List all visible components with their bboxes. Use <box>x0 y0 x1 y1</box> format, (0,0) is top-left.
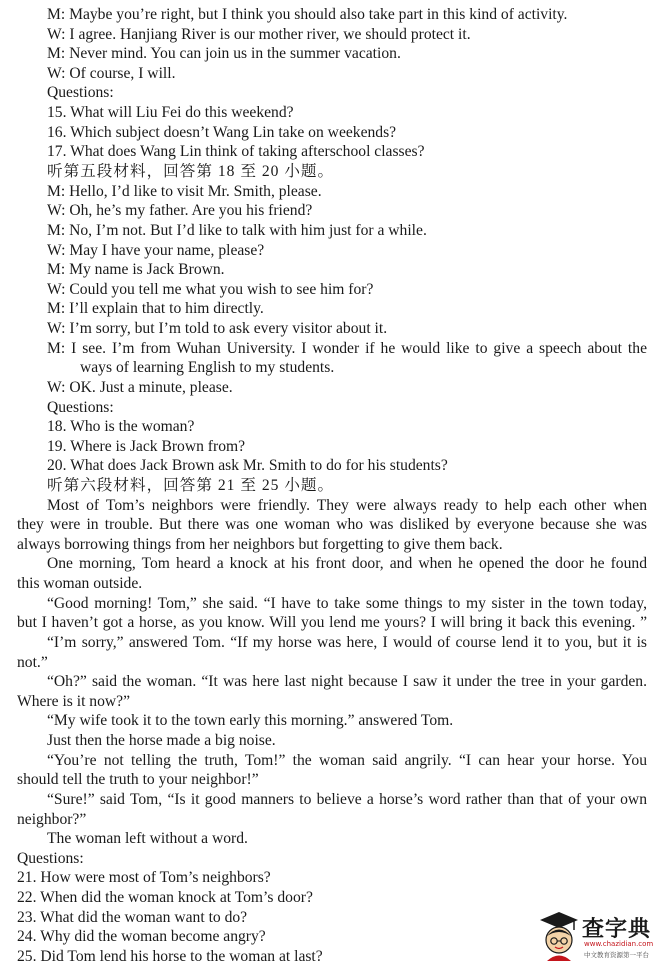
dialogue-line: W: Of course, I will. <box>47 65 176 82</box>
passage-line: “Good morning! Tom,” she said. “I have to take some things to my sister in the town today, <box>47 595 647 612</box>
logo-tagline: 中文教育资源第一平台 <box>584 951 649 959</box>
dialogue-line: M: No, I’m not. But I’d like to talk with him just for a while. <box>47 222 427 239</box>
dialogue-line: M: I see. I’m from Wuhan University. I wonder if he would like to give a speech about the <box>47 340 647 357</box>
dialogue-line: W: Oh, he’s my father. Are you his friend? <box>47 202 313 219</box>
section-instruction: 听第六段材料，回答第 21 至 25 小题。 <box>47 477 335 494</box>
dialogue-line: M: Hello, I’d like to visit Mr. Smith, please. <box>47 183 322 200</box>
passage-line: “I’m sorry,” answered Tom. “If my horse was here, I would of course lend it to you, but it is <box>47 634 647 651</box>
section-instruction: 听第五段材料，回答第 18 至 20 小题。 <box>47 163 335 180</box>
question-item: 22. When did the woman knock at Tom’s door? <box>17 889 313 906</box>
passage-line: “My wife took it to the town early this morning.” answered Tom. <box>47 712 454 729</box>
passage-line: this woman outside. <box>17 575 143 592</box>
dialogue-line: ways of learning English to my students. <box>80 359 335 376</box>
passage-line: not.” <box>17 654 48 671</box>
passage-line: they were in trouble. But there was one woman who was disliked by everyone because she was <box>17 516 647 533</box>
dialogue-line: M: My name is Jack Brown. <box>47 261 225 278</box>
passage-line: “You’re not telling the truth, Tom!” the woman said angrily. “I can hear your horse. You <box>47 752 647 769</box>
passage-line: always borrowing things from her neighbors but forgetting to give them back. <box>17 536 503 553</box>
site-logo <box>538 910 658 964</box>
question-item: 24. Why did the woman become angry? <box>17 928 266 945</box>
question-item: 23. What did the woman want to do? <box>17 909 248 926</box>
dialogue-line: W: Could you tell me what you wish to see him for? <box>47 281 374 298</box>
questions-heading: Questions: <box>47 84 114 101</box>
question-item: 18. Who is the woman? <box>47 418 195 435</box>
dialogue-line: W: I agree. Hanjiang River is our mother river, we should protect it. <box>47 26 471 43</box>
passage-line: “Sure!” said Tom, “Is it good manners to believe a horse’s word rather than that of your own <box>47 791 647 808</box>
questions-heading: Questions: <box>47 399 114 416</box>
dialogue-line: M: I’ll explain that to him directly. <box>47 300 264 317</box>
dialogue-line: W: May I have your name, please? <box>47 242 265 259</box>
passage-line: Most of Tom’s neighbors were friendly. They were always ready to help each other when <box>47 497 647 514</box>
question-item: 19. Where is Jack Brown from? <box>47 438 246 455</box>
question-item: 25. Did Tom lend his horse to the woman at last? <box>17 948 323 965</box>
passage-line: One morning, Tom heard a knock at his front door, and when he opened the door he found <box>47 555 647 572</box>
passage-line: but I haven’t got a horse, as you know. Will you lend me yours? I will bring it back this evening. ” <box>17 614 647 631</box>
passage-line: Just then the horse made a big noise. <box>47 732 276 749</box>
dialogue-line: M: Never mind. You can join us in the summer vacation. <box>47 45 401 62</box>
questions-heading: Questions: <box>17 850 84 867</box>
question-item: 16. Which subject doesn’t Wang Lin take on weekends? <box>47 124 397 141</box>
question-item: 20. What does Jack Brown ask Mr. Smith to do for his students? <box>47 457 448 474</box>
dialogue-line: W: OK. Just a minute, please. <box>47 379 233 396</box>
passage-line: should tell the truth to your neighbor!” <box>17 771 259 788</box>
passage-line: Where is it now?” <box>17 693 131 710</box>
question-item: 15. What will Liu Fei do this weekend? <box>47 104 294 121</box>
passage-line: “Oh?” said the woman. “It was here last night because I saw it under the tree in your garden. <box>47 673 647 690</box>
passage-line: neighbor?” <box>17 811 87 828</box>
logo-title: 查字典 <box>582 917 652 942</box>
mascot-icon <box>538 910 580 962</box>
question-item: 21. How were most of Tom’s neighbors? <box>17 869 271 886</box>
dialogue-line: M: Maybe you’re right, but I think you should also take part in this kind of activity. <box>47 6 568 23</box>
logo-url: www.chazidian.com <box>584 940 654 948</box>
passage-line: The woman left without a word. <box>47 830 248 847</box>
question-item: 17. What does Wang Lin think of taking afterschool classes? <box>47 143 425 160</box>
dialogue-line: W: I’m sorry, but I’m told to ask every visitor about it. <box>47 320 388 337</box>
